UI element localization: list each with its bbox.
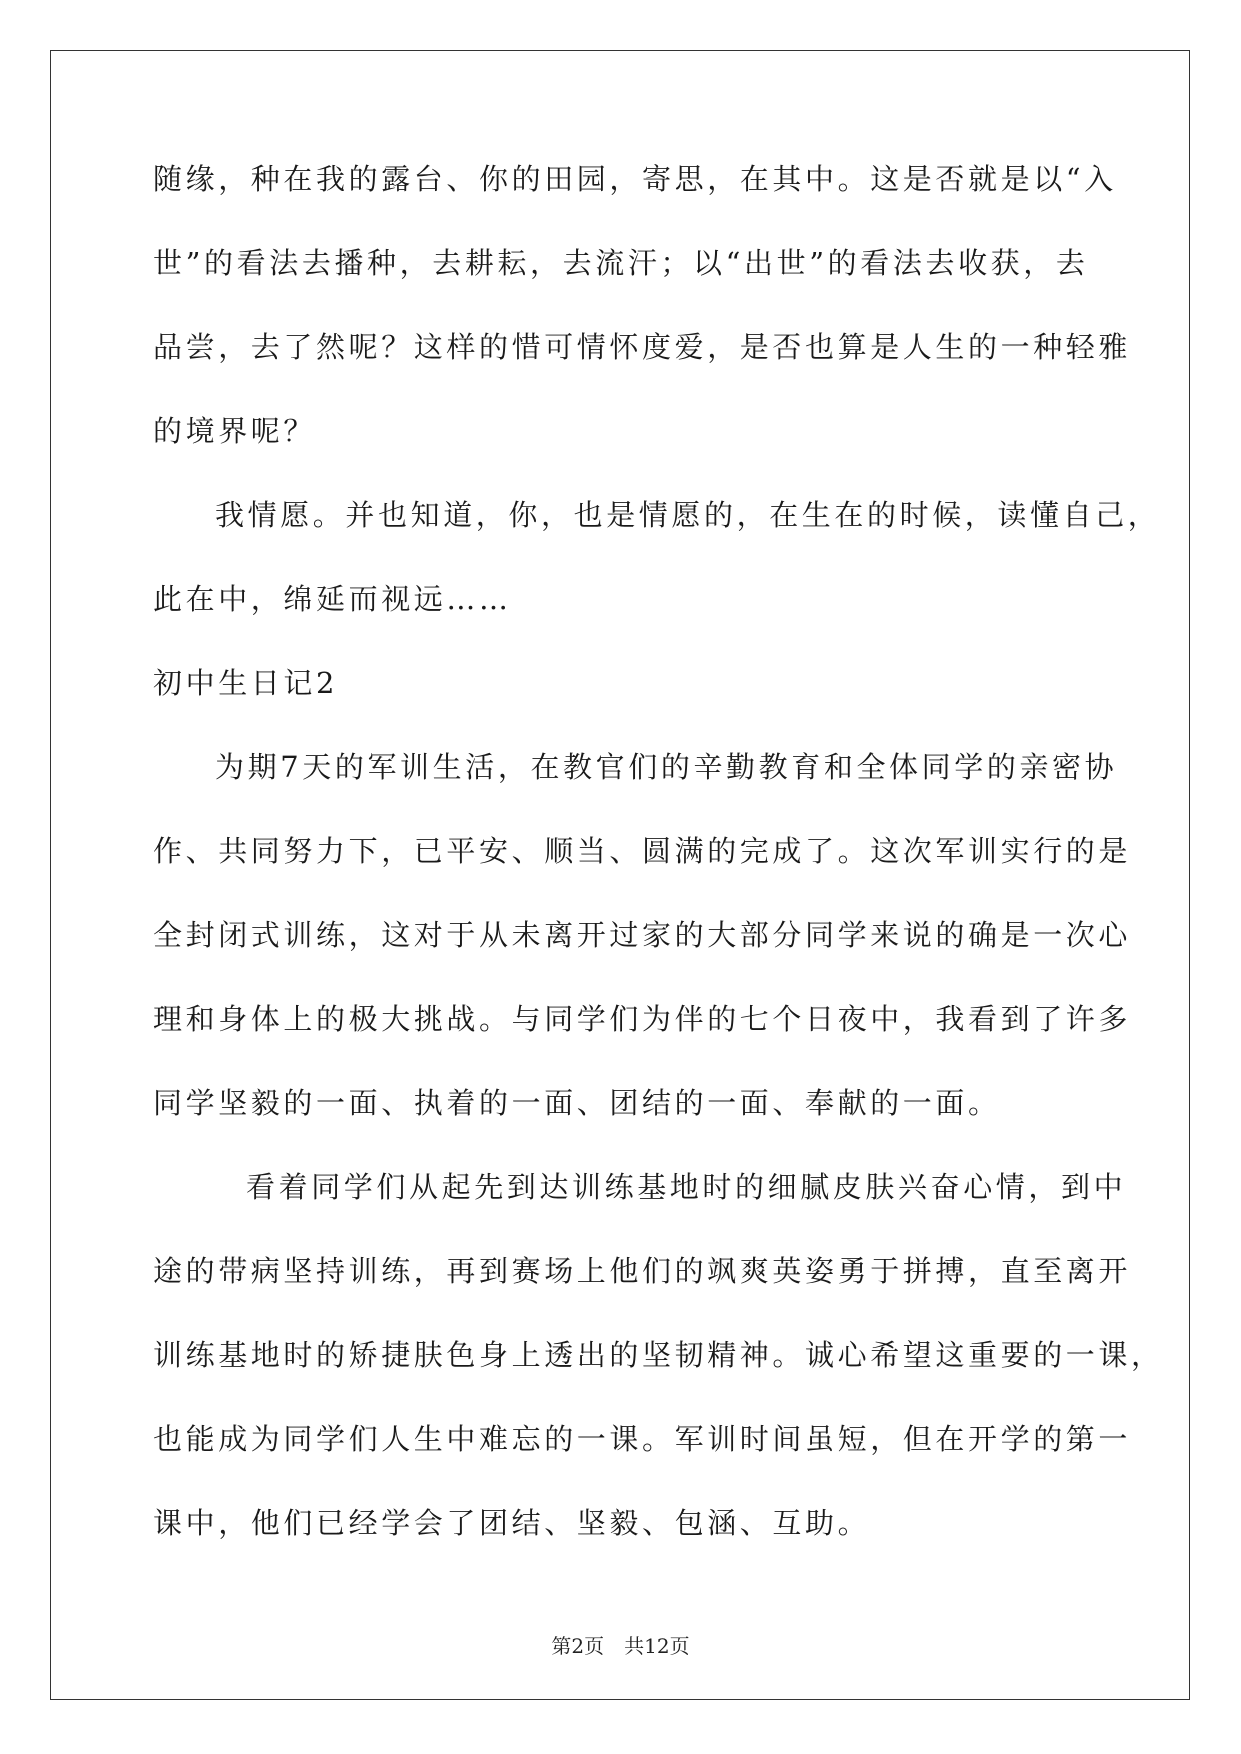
text-line: 训练基地时的矫捷肤色身上透出的坚韧精神。诚心希望这重要的一课， [153,1338,1164,1372]
page-number-footer: 第2页 共12页 [551,1634,690,1658]
text-line: 看着同学们从起先到达训练基地时的细腻皮肤兴奋心情，到中 [246,1170,1127,1204]
text-line: 课中，他们已经学会了团结、坚毅、包涵、互助。 [153,1506,871,1540]
text-line: 全封闭式训练，这对于从未离开过家的大部分同学来说的确是一次心 [153,918,1132,952]
text-line: 为期7天的军训生活，在教官们的辛勤教育和全体同学的亲密协 [215,750,1118,784]
text-line: 理和身体上的极大挑战。与同学们为伴的七个日夜中，我看到了许多 [153,1002,1132,1036]
text-line: 随缘，种在我的露台、你的田园，寄思，在其中。这是否就是以“入 [153,162,1117,196]
text-line: 途的带病坚持训练，再到赛场上他们的飒爽英姿勇于拼搏，直至离开 [153,1254,1132,1288]
text-line: 我情愿。并也知道，你，也是情愿的，在生在的时候，读懂自己， [215,498,1161,532]
text-line: 此在中，绵延而视远…… [153,582,512,616]
text-line: 同学坚毅的一面、执着的一面、团结的一面、奉献的一面。 [153,1086,1001,1120]
text-line: 作、共同努力下，已平安、顺当、圆满的完成了。这次军训实行的是 [153,834,1132,868]
text-line: 也能成为同学们人生中难忘的一课。军训时间虽短，但在开学的第一 [153,1422,1132,1456]
section-heading: 初中生日记2 [153,666,339,700]
text-line: 世”的看法去播种，去耕耘，去流汗；以“出世”的看法去收获，去 [153,246,1089,280]
text-line: 的境界呢？ [153,414,317,448]
text-line: 品尝，去了然呢？这样的惜可情怀度爱，是否也算是人生的一种轻雅 [153,330,1132,364]
document-body [153,162,1164,1593]
